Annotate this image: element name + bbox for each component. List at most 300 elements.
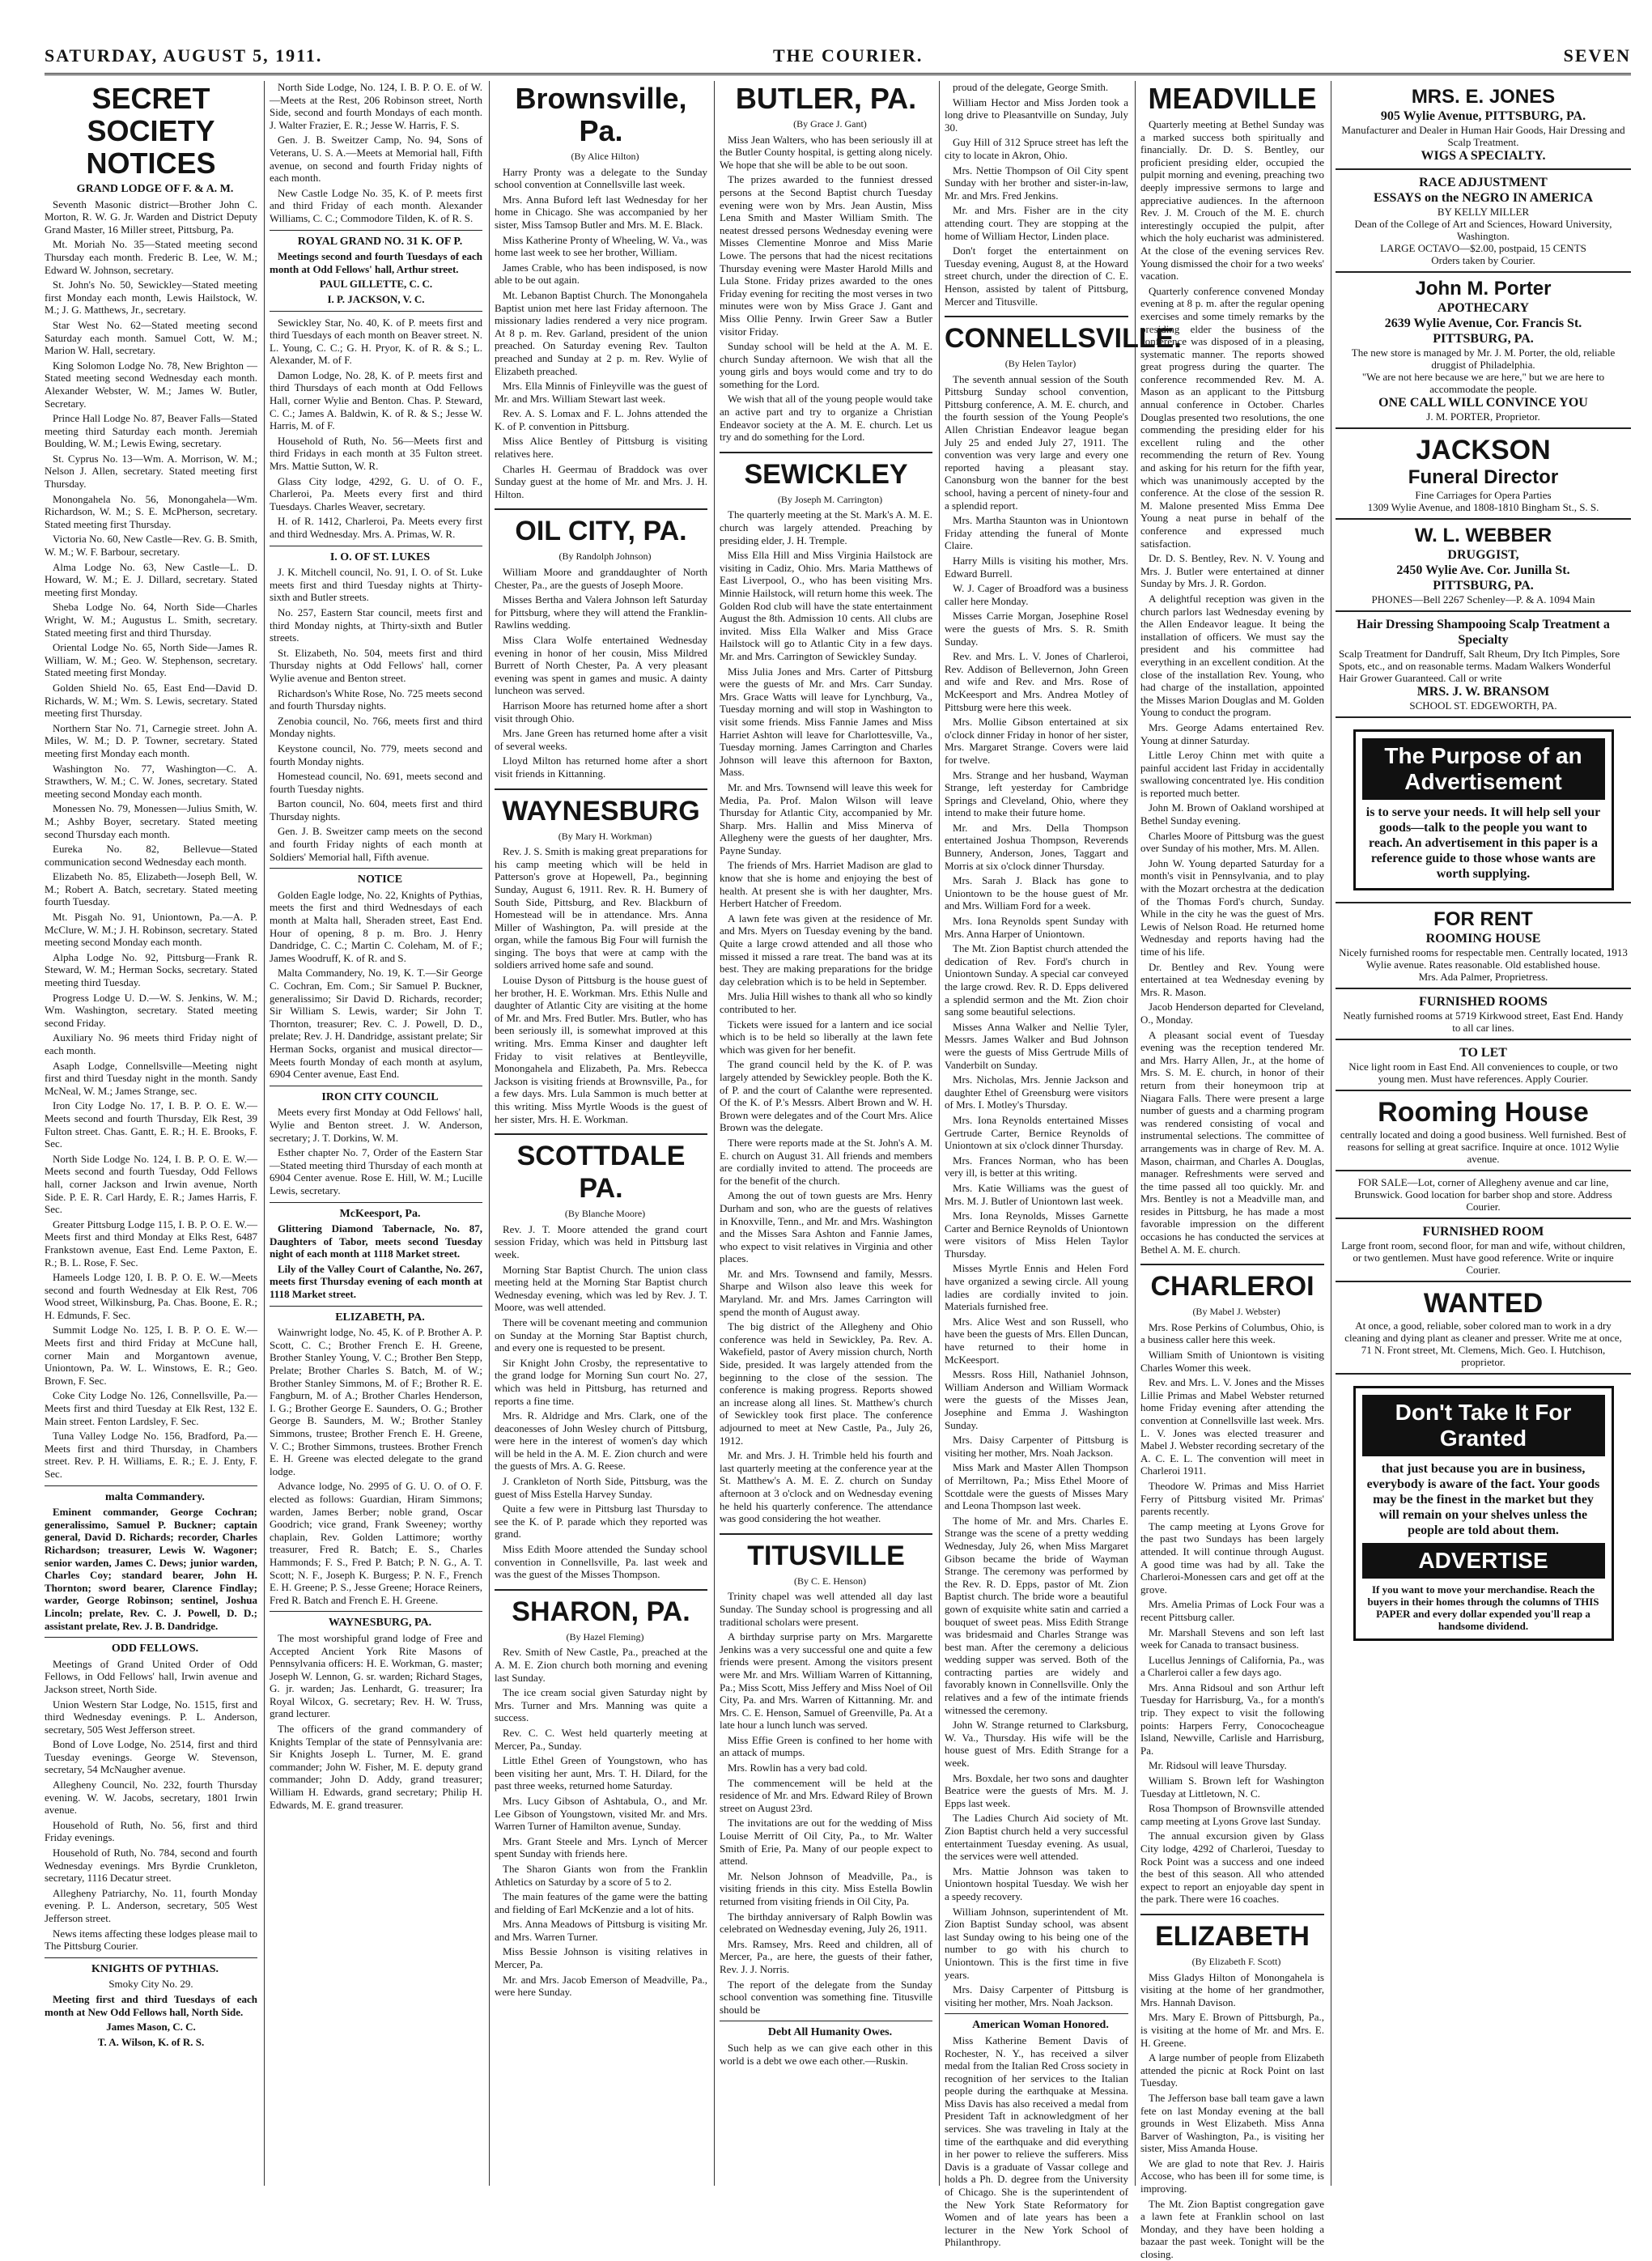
ad-furnished-room	[1336, 1219, 1631, 1282]
ad-title: Don't Take It For Granted	[1362, 1395, 1605, 1456]
subheading: McKeesport, Pa.	[339, 1207, 421, 1220]
notice-paragraph: Zenobia council, No. 766, meets first and third Monday nights.	[270, 714, 482, 740]
news-paragraph: The prizes awarded to the funniest dressed persons at the Second Baptist church Tuesday evening were won by Mrs. Jean Austin, Miss Lena Smith and Master William Smith. The neatest dressed persons Wednesday evening were Misses Clementine Monroe and Miss Marie Lowe. The persons that had the nicest recitations Thursday evening were Master Harold Mills and Lula Stone. Friday prizes awarded to the ones Friday evening for reciting the most verses in two minutes were won by Miss Grace J. Gant and Miss Ollie Penny. Irwin Greer Saw a Butler visitor Friday.	[720, 173, 932, 338]
divider	[270, 311, 482, 312]
ad-box	[1353, 729, 1614, 890]
notice-paragraph: Progress Lodge U. D.—W. S. Jenkins, W. M.; Wm. Washington, secretary. Stated meeting second Friday.	[45, 991, 257, 1029]
notice-paragraph: Glittering Diamond Tabernacle, No. 87, Daughters of Tabor, meets second Tuesday night of each month at 1118 Market street.	[270, 1222, 482, 1260]
subheading: ROYAL GRAND NO. 31 K. OF P.	[297, 235, 463, 248]
news-paragraph: Mr. Nelson Johnson of Meadville, Pa., is visiting friends in this city. Miss Estella Bowlin returned from visiting friends in Oil City, Pa.	[720, 1869, 932, 1907]
notice-paragraph: Victoria No. 60, New Castle—Rev. G. B. Smith, W. M.; W. F. Barbour, secretary.	[45, 533, 257, 559]
notice-paragraph: Gen. J. B. Sweitzer camp meets on the second and fourth Friday nights of each month at Soldiers' Memorial hall, Fifth avenue.	[270, 825, 482, 863]
subheading: IRON CITY COUNCIL	[321, 1090, 439, 1103]
news-paragraph: Quite a few were in Pittsburg last Thursday to see the K. of P. parade which they reported was grand.	[495, 1502, 707, 1541]
news-paragraph: Lucellus Jennings of California, Pa., was a Charleroi caller a few days ago.	[1140, 1653, 1324, 1679]
news-paragraph: William Johnson, superintendent of Mt. Zion Baptist Sunday school, was absent last Sunday owing to his being one of the number to go with his church to Uniontown. This is the first time in five years.	[945, 1905, 1128, 1981]
ad-text: If you want to move your merchandise. Reach the buyers in their homes through the columns of THIS PAPER and every dollar expended you'll reap a handsome dividend.	[1367, 1583, 1599, 1632]
news-paragraph: A birthday surprise party on Mrs. Margarette Jenkins was a very successful one and quite a few friends were present. Among the visitors present were Mr. and Mrs. William Warren of Kittanning, Pa.; Miss Scott, Miss Jeffery and Miss Noel of Oil City, Pa. and Mrs. Warren of Kittanning. Mr. and Mrs. C. E. Henson, Samuel of Greenville, Pa. At a late hour a lunch lunch was served.	[720, 1630, 932, 1732]
notice-paragraph: No. 257, Eastern Star council, meets first and third Monday nights, at Thirty-sixth and Butler streets.	[270, 606, 482, 644]
ad-title: The Purpose of an Advertisement	[1362, 738, 1605, 800]
divider	[270, 868, 482, 869]
news-paragraph: Mrs. Nettie Thompson of Oil City spent Sunday with her brother and sister-in-law, Mr. and Mrs. Fred Jenkins.	[945, 164, 1128, 202]
notice-paragraph: Greater Pittsburg Lodge 115, I. B. P. O. E. W.—Meets first and third Monday at Elks Rest, 6487 Frankstown avenue, East End. Leme Paxton, E. R.; B. L. Rose, F. Sec.	[45, 1218, 257, 1269]
ad-webber-druggist	[1336, 520, 1631, 612]
ad-title: W. L. WEBBER	[1414, 525, 1552, 546]
ad-text: FOR SALE—Lot, corner of Allegheny avenue and car line, Brunswick. Good location for barber shop and store. Address Courier.	[1354, 1176, 1612, 1213]
notice-paragraph: Golden Eagle lodge, No. 22, Knights of Pythias, meets the first and third Wednesdays of each month at Malta hall, Sheraden street, East End. Hour of opening, 8 p. m. Bro. J. Henry Dandridge, C. C.; Martin C. Coleham, M. of F.; James Woodruff, K. of R. and S.	[270, 888, 482, 964]
notice-paragraph: Barton council, No. 604, meets first and third Thursday nights.	[270, 797, 482, 822]
news-paragraph: W. J. Cager of Broadford was a business caller here Monday.	[945, 582, 1128, 607]
news-paragraph: John W. Young departed Saturday for a month's visit in Pennsylvania, and to play with the Mozart orchestra at the dedication of the Thomas Ford's church, Sunday. While in the city he was the guest of Mrs. Lewis of Nelson Road. He returned home Wednesday and reports having had the time of his life.	[1140, 856, 1324, 958]
news-paragraph: Rosa Thompson of Brownsville attended camp meeting at Lyons Grove last Sunday.	[1140, 1802, 1324, 1827]
news-paragraph: Don't forget the entertainment on Tuesday evening, August 8, at the Howard street church, under the direction of C. E. Henson, assisted by talent of Pittsburg, Mercer and Titusville.	[945, 244, 1128, 308]
byline: (By Helen Taylor)	[1004, 358, 1077, 370]
ad-text: is to serve your needs. It will help sell your goods—talk to the people you want to reach. An advertisement in this paper is a reference guide to those whose wants are worth supplying.	[1365, 805, 1601, 881]
news-paragraph: Miss Ella Hill and Miss Virginia Hailstock are visiting in Cadiz, Ohio. Mrs. Maria Matthews of East Liverpool, O., who has been visiting Mrs. Minnie Hailstock, will return home this week. The Golden Rod club will have the state entertainment August the 8th. Admission 10 cents. All clubs are invited. Miss Ella Walker and Miss Grace Hailstock will go to Atlantic City in a few days. Mr. and Mrs. Carrington of Sewickley Sunday.	[720, 549, 932, 662]
news-paragraph: Miss Edith Moore attended the Sunday school convention in Connellsville, Pa. last week and was the guest of the Misses Thompson.	[495, 1543, 707, 1581]
notice-paragraph: Keystone council, No. 779, meets second and fourth Monday nights.	[270, 742, 482, 767]
ad-subtitle: ESSAYS on the NEGRO IN AMERICA	[1373, 191, 1594, 205]
news-paragraph: John M. Brown of Oakland worshiped at Bethel Sunday evening.	[1140, 801, 1324, 827]
ad-hair-dressing	[1336, 612, 1631, 718]
notice-paragraph: Damon Lodge, No. 28, K. of P. meets first and third Thursdays of each month at Odd Fellows Hall, corner Wylie and Benton. Chas. P. Steward, C. C.; James A. Baldwin, K. of R. & S.; Jesse W. Harris, M. of F.	[270, 368, 482, 432]
news-paragraph: Little Ethel Green of Youngstown, who has been visiting her aunt, Mrs. T. H. Dilard, for the past three weeks, returned home Saturday.	[495, 1754, 707, 1792]
notice-paragraph: Eminent commander, George Cochran; generalissimo, Samuel P. Buckner; captain general, David D. Richards; recorder, Charles Richardson; treasurer, Lewis W. Wagoner; senior warden, James C. Dews; junior warden, Charles Coy; standard bearer, John H. Thornton; sword bearer, Clarence Findlay; warder, George Robinson; sentinel, Joshua Lincoln; prelate, Rev. C. J. Powell, D. D.; assistant prelate, Rev. J. B. Dandridge.	[45, 1506, 257, 1632]
news-paragraph: Mrs. Iona Reynolds spent Sunday with Mrs. Anna Harper of Uniontown.	[945, 915, 1128, 940]
section-heading-sewickley: SEWICKLEY	[720, 452, 932, 491]
notice-paragraph: Bond of Love Lodge, No. 2514, first and third Tuesday evenings. George W. Stevenson, secretary, 54 McNaugher avenue.	[45, 1738, 257, 1776]
column-connellsville	[945, 81, 1182, 2249]
news-paragraph: Charles Moore of Pittsburg was the guest over Sunday of his mother, Mrs. M. Allen.	[1140, 829, 1324, 855]
notice-signature: James Mason, C. C.	[106, 2021, 196, 2034]
news-paragraph: Mrs. Anna Buford left last Wednesday for her home in Chicago. She was accompanied by her sister, Miss Tamsop Butler and Mrs. M. E. Black.	[495, 193, 707, 231]
ad-subtitle: ROOMING HOUSE	[1425, 932, 1541, 946]
news-paragraph: The Sharon Giants won from the Franklin Athletics on Saturday by a score of 5 to 2.	[495, 1862, 707, 1888]
news-paragraph: Theodore W. Primas and Miss Harriet Ferry of Pittsburg visited Mr. Primas' parents recently.	[1140, 1479, 1324, 1518]
news-paragraph: Mrs. Martha Staunton was in Uniontown Friday attending the funeral of Monte Claire.	[945, 514, 1128, 552]
notice-paragraph: Meetings of Grand United Order of Odd Fellows, in Odd Fellows' hall, Irwin avenue and Jackson street, North Side.	[45, 1657, 257, 1695]
notice-paragraph: Richardson's White Rose, No. 725 meets second and fourth Thursday nights.	[270, 686, 482, 712]
notice-paragraph: H. of R. 1412, Charleroi, Pa. Meets every first and third Wednesday. Mrs. A. Primas, W. R.	[270, 515, 482, 540]
notice-paragraph: News items affecting these lodges please mail to The Pittsburg Courier.	[45, 1927, 257, 1953]
news-paragraph: William Hector and Miss Jorden took a long drive to Pleasantville on Sunday, July 30.	[945, 96, 1128, 134]
ad-furnished-rooms	[1336, 989, 1631, 1040]
news-paragraph: Mrs. Daisy Carpenter of Pittsburg is visiting her mother, Mrs. Noah Jackson.	[945, 1434, 1128, 1459]
news-paragraph: The camp meeting at Lyons Grove for the past two Sundays has been largely attended. It will continue through August. A good time was had by all. Take the Charleroi-Monessen cars and get off at the grove.	[1140, 1519, 1324, 1596]
ad-text: Nice light room in East End. All conveniences to couple, or two young men. Must have references. Apply Courier.	[1348, 1060, 1618, 1085]
notice-paragraph: St. John's No. 50, Sewickley—Stated meeting first Monday each month, Lewis Hailstock, W. M.; J. G. Matthews, Jr., secretary.	[45, 278, 257, 317]
news-paragraph: Messrs. Ross Hill, Nathaniel Johnson, William Anderson and William Wormack were the guests of the Misses Jean, Josephine and Emma J. Washington Sunday.	[945, 1368, 1128, 1431]
news-paragraph: Miss Julia Jones and Mrs. Carter of Pittsburg were the guests of Mr. and Mrs. Carr Sunday. Mrs. Grace Watts will leave for Lynchburg, Va., Tuesday morning and will stop in Washington to visit some friends. Miss Fannie James and Miss Harriet Ashton will leave for Charlottesville, Va., Tuesday morning. James Carrington and Charles Johnson will leave this afternoon for Baxton, Mass.	[720, 665, 932, 779]
divider	[45, 1637, 257, 1638]
column-brownsville	[495, 81, 715, 2186]
news-paragraph: Rev. C. C. West held quarterly meeting at Mercer, Pa., Sunday.	[495, 1726, 707, 1752]
ad-wanted	[1336, 1282, 1631, 1375]
ad-john-porter	[1336, 273, 1631, 429]
ad-box	[1353, 1386, 1614, 1641]
notice-signature: PAUL GILLETTE, C. C.	[319, 278, 433, 291]
news-paragraph: Rev. A. S. Lomax and F. L. Johns attended the K. of P. convention in Pittsburg.	[495, 407, 707, 432]
news-paragraph: The Mt. Zion Baptist church attended the dedication of Rev. Ford's church in Uniontown Sunday. A special car conveyed the large crowd. Rev. R. D. Epps delivered a splendid sermon and the Mt. Zion choir sang some beautiful selections.	[945, 942, 1128, 1018]
section-heading-brownsville: Brownsville, Pa.	[515, 82, 687, 147]
ad-title: FURNISHED ROOMS	[1419, 995, 1548, 1009]
ad-title: TO LET	[1459, 1046, 1507, 1060]
byline: (By Joseph M. Carrington)	[777, 493, 883, 505]
notice-paragraph: Monongahela No. 56, Monongahela—Wm. Richardson, W. M.; S. E. McPherson, secretary. Stated meeting first Thursday.	[45, 492, 257, 530]
ad-subtitle: DRUGGIST,	[1447, 548, 1519, 562]
subheading: ODD FELLOWS.	[111, 1643, 199, 1655]
news-paragraph: The home of Mr. and Mrs. Charles E. Strange was the scene of a pretty wedding Wednesday, July 26, when Miss Margaret Gibson became the bride of Wayman Strange. The ceremony was performed by the Rev. R. D. Epps, pastor of Mt. Zion Baptist church. The bride wore a beautiful gown of exquisite white satin and carried a bouquet of sweet peas. Miss Edith Strange was bridesmaid and Charles Strange was best man. After the ceremony a delicious wedding supper was served. Both of the contracting parties are widely and favorably known in Connellsville. Only the relatives and a few of the intimate friends witnessed the ceremony.	[945, 1514, 1128, 1716]
notice-signature: T. A. Wilson, K. of R. S.	[97, 2035, 205, 2048]
news-paragraph: Mrs. Nicholas, Mrs. Jennie Jackson and daughter Ethel of Greensburg were visitors of Mrs. I. Motley's Thursday.	[945, 1073, 1128, 1111]
subheading: American Woman Honored.	[972, 2019, 1109, 2032]
ad-text: BY KELLY MILLER	[1437, 206, 1530, 218]
news-paragraph: There were reports made at the St. John's A. M. E. church on August 31. All friends and members are cordially invited to attend. The proceeds are for the benefit of the church.	[720, 1136, 932, 1187]
news-paragraph: Louise Dyson of Pittsburg is the house guest of her brother, H. E. Workman. Mrs. Ethis Nulle and daughter of Atlantic City are visiting at the home of Mr. and Mrs. Fred Butler. Mrs. Butler, who has been seriously ill, is somewhat improved at this writing. Mrs. Emma Kinser and daughter left Friday to visit relatives at Bentleyville, Monongahela and Elizabeth, Pa. Mrs. Rebecca Jackson is visiting friends at Brownsville, Pa., for a few days. Mrs. Lula Sammon is much better at this writing. Miss Myrtle Woods is the guest of her sister, Mrs. H. E. Workman.	[495, 974, 707, 1125]
notice-paragraph: Malta Commandery, No. 19, K. T.—Sir George C. Cochran, Em. Com.; Sir Samuel P. Buckner, generalissimo; Sir David D. Richards, recorder; Sir William S. Lewis, warder; Sir John T. Thornton, treasurer; Rev. C. J. Powell, D. D., prelate; Rev. J. H. Dandridge, assistant prelate; Sir Herman Socks, organist and musical director—Meets fourth Monday of each month at asylum, 6904 Center avenue, East End.	[270, 967, 482, 1081]
news-paragraph: Mrs. Iona Reynolds, Misses Garnette Carter and Bernice Reynolds of Uniontown were visitors of Miss Helen Taylor Thursday.	[945, 1209, 1128, 1260]
news-paragraph: Miss Jean Walters, who has been seriously ill at the Butler County hospital, is getting along nicely. We hope that she will be able to be out soon.	[720, 133, 932, 171]
notice-paragraph: Oriental Lodge No. 65, North Side—James R. William, W. M.; Geo. W. Stephenson, secretary. Stated meeting first Monday.	[45, 641, 257, 679]
notice-signature: I. P. JACKSON, V. C.	[327, 292, 425, 305]
divider	[270, 1306, 482, 1307]
news-paragraph: Such help as we can give each other in this world is a debt we owe each other.—Ruskin.	[720, 2041, 932, 2067]
ad-text: MRS. J. W. BRANSOM	[1416, 685, 1550, 699]
subheading: ELIZABETH, PA.	[335, 1311, 425, 1324]
notice-paragraph: Northern Star No. 71, Carnegie street. John A. Miles, W. M.; D. P. Towner, secretary. Stated meeting first Monday each month.	[45, 721, 257, 759]
news-paragraph: Miss Katherine Bement Davis of Rochester, N. Y., has received a silver medal from the Italian Red Cross society in recognition of her services to the Italian people during the earthquake at Messina. Miss Davis has also received a medal from President Taft in acknowledgment of her services. She was traveling in Italy at the time of the earthquake and did everything in her power to relieve the sufferers. Miss Davis is a graduate of Vassar college and holds a Ph. D. degree from the University of Chicago. She is the superintendent of the New York State Reformatory for Women and of late years has been a lecturer in the New York School of Philanthropy.	[945, 2034, 1128, 2249]
ad-race-adjustment	[1336, 170, 1631, 273]
ad-text: centrally located and doing a good business. Well furnished. Best of reasons for selling at great sacrifice. Inquire at once. 1012 Wylie avenue.	[1340, 1128, 1627, 1165]
news-paragraph: Mrs. Boxdale, her two sons and daughter Beatrice were the guests of Mrs. M. J. Epps last week.	[945, 1771, 1128, 1809]
ad-for-sale	[1336, 1171, 1631, 1219]
news-paragraph: Among the out of town guests are Mrs. Henry Durham and son, who are the guests of relatives in Knoxville, Tenn., and Mr. and Mrs. Washington and the Misses Sara Ashton and Fannie James, who expect to visit relatives in Virginia and other places.	[720, 1189, 932, 1265]
ad-title: Rooming House	[1378, 1097, 1589, 1128]
ad-text: Large front room, second floor, for man and wife, without children, or two gentlemen. Must have good reference. Write or inquire Courier.	[1341, 1239, 1625, 1276]
notice-paragraph: Gen. J. B. Sweitzer Camp, No. 94, Sons of Veterans, U. S. A.—Meets at Memorial hall, Fifth avenue, on second and fourth Friday nights of each month.	[270, 134, 482, 185]
news-paragraph: Miss Alice Bentley of Pittsburg is visiting relatives here.	[495, 435, 707, 461]
news-paragraph: The ice cream social given Saturday night by Mrs. Turner and Mrs. Manning was quite a success.	[495, 1686, 707, 1724]
notice-paragraph: J. K. Mitchell council, No. 91, I. O. of St. Luke meets first and third Tuesday nights at Thirty-sixth and Butler streets.	[270, 566, 482, 604]
news-paragraph: Mr. and Mrs. Jacob Emerson of Meadville, Pa., were here Sunday.	[495, 1973, 707, 1999]
news-paragraph: Mrs. Mary E. Brown of Pittsburgh, Pa., is visiting at the home of Mr. and Mrs. E. H. Greene.	[1140, 2011, 1324, 2049]
section-heading-meadville: MEADVILLE	[1148, 82, 1317, 115]
notice-paragraph: King Solomon Lodge No. 78, New Brighton — Stated meeting second Wednesday each month. Alexander Webster, W. M.; James W. Butler, Secretary.	[45, 359, 257, 410]
notice-paragraph: North Side Lodge, No. 124, I. B. P. O. E. of W.—Meets at the Rest, 206 Robinson street, North Side, second and fourth Mondays of each month. J. Walter Frazier, E. R.; Jesse W. Harris, F. S.	[270, 81, 482, 131]
news-paragraph: Dr. Bentley and Rev. Young were entertained at tea Wednesday evening by Mrs. R. Mason.	[1140, 960, 1324, 998]
news-paragraph: The commencement will be held at the residence of Mr. and Mrs. Edward Riley of Brown street on August 23rd.	[720, 1776, 932, 1814]
news-paragraph: Mrs. Rose Perkins of Columbus, Ohio, is a business caller here this week.	[1140, 1320, 1324, 1346]
notice-paragraph: Washington No. 77, Washington—C. A. Strawthers, W. M.; C. W. Jones, secretary. Stated meeting second Monday each month.	[45, 762, 257, 800]
news-paragraph: James Crable, who has been indisposed, is now able to be out again.	[495, 261, 707, 287]
divider	[45, 1485, 257, 1486]
notice-paragraph: Union Western Star Lodge, No. 1515, first and third Wednesday evenings. P. L. Anderson, secretary, 505 West Jefferson street.	[45, 1698, 257, 1736]
byline: (By Mary H. Workman)	[558, 830, 652, 842]
notice-paragraph: Eureka No. 82, Bellevue—Stated communication second Wednesday each month.	[45, 843, 257, 868]
ad-text: Nicely furnished rooms for respectable men. Centrally located, 1913 Wylie avenue. Rates reasonable. Old established house.	[1339, 946, 1628, 971]
news-paragraph: Mrs. Mattie Johnson was taken to Uniontown hospital Tuesday. We wish her a speedy recovery.	[945, 1864, 1128, 1902]
news-paragraph: Mrs. Iona Reynolds entertained Misses Gertrude Carter, Bernice Reynolds of Uniontown at six o'clock dinner Thursday.	[945, 1113, 1128, 1152]
section-heading-oil-city: OIL CITY, PA.	[495, 508, 707, 547]
news-paragraph: Little Leroy Chinn met with quite a painful accident last Friday in accidentally swallowing concentrated lye. His condition is reported much better.	[1140, 749, 1324, 799]
ad-text: 1309 Wylie Avenue, and 1808-1810 Bingham St., S. S.	[1367, 501, 1599, 513]
news-paragraph: Mrs. Mollie Gibson entertained at six o'clock dinner Friday in honor of her sister, Mrs. Margaret Strange. Covers were laid for twelve.	[945, 716, 1128, 766]
notice-paragraph: Coke City Lodge No. 126, Connellsville, Pa.—Meets first and third Tuesday at Elk Rest, 132 E. Main street. Fenton Lardsley, F. Sec.	[45, 1389, 257, 1427]
notice-paragraph: Alpha Lodge No. 92, Pittsburg—Frank R. Steward, W. M.; Herman Socks, secretary. Stated meeting third Tuesday.	[45, 950, 257, 989]
ad-text: At once, a good, reliable, sober colored man to work in a dry cleaning and dying plant as cleaner and presser. Write me at once, 71 N. Front street, Mt. Clemens, Mich. Geo. I. Hutchison, proprietor.	[1344, 1320, 1622, 1368]
column-lodge-notices	[270, 81, 490, 2186]
notice-paragraph: Household of Ruth, No. 784, second and fourth Wednesday evenings. Mrs Byrdie Crunkleton, secretary, 1116 Decatur street.	[45, 1847, 257, 1885]
byline: (By C. E. Henson)	[794, 1575, 866, 1587]
news-paragraph: A delightful reception was given in the church parlors last Wednesday evening by the Allen Endeavor league. It being the installation of officers. We must say the president and his committee had everything in an excellent condition. At the close of the installation Rev. Young, who had charge of the installation, appointed the Misses Marion Douglas and M. Golden Young to conduct the program.	[1140, 592, 1324, 719]
notice-paragraph: Hameels Lodge 120, I. B. P. O. E. W.—Meets second and fourth Wednesday at Elk Rest, 706 Wood street, Wilkinsburg, Pa. Chas. Boone, E. R.; H. Edmunds, F. Sec.	[45, 1271, 257, 1321]
news-paragraph: Mrs. Strange and her husband, Wayman Strange, left yesterday for Cambridge Springs and Cleveland, Ohio, where they intend to make their future home.	[945, 768, 1128, 819]
notice-paragraph: Advance lodge, No. 2995 of G. U. O. of O. F. elected as follows: Guardian, Hiram Simmons; warden, James Berber; noble grand, Oscar Goodrich; vice grand, Frank Sweeney; worthy chaplain, Rev. Golden Lattimore; worthy treasurer, Fred R. Batch; E. S., Charles Hammonds; F. S., Fred P. Batch; P. N. G., A. T. Scott; N. F., Joseph K. Burgess; P. N. F., French E. H. Greene; P. S., Jesse Greene; Horace Reiners, Fred R. Batch and French E. H. Greene.	[270, 1480, 482, 1606]
news-paragraph: Misses Bertha and Valera Johnson left Saturday for Pittsburg, where they will attend the Franklin-Rawlins wedding.	[495, 593, 707, 631]
ad-text: Manufacturer and Dealer in Human Hair Goods, Hair Dressing and Scalp Treatment.	[1341, 124, 1625, 148]
ad-text: LARGE OCTAVO—$2.00, postpaid, 15 CENTS	[1380, 242, 1586, 254]
notice-paragraph: St. Cyprus No. 13—Wm. A. Morrison, W. M.; Nelson J. Allen, secretary. Stated meeting first Thursday.	[45, 452, 257, 491]
section-heading-secret-society: SECRET SOCIETY NOTICES	[86, 82, 216, 180]
notice-paragraph: Elizabeth No. 85, Elizabeth—Joseph Bell, W. M.; Robert A. Batch, secretary. Stated meeting fourth Tuesday.	[45, 870, 257, 908]
column-secret-society	[45, 81, 265, 2186]
news-paragraph: Harry Mills is visiting his mother, Mrs. Edward Burrell.	[945, 555, 1128, 580]
news-paragraph: The seventh annual session of the South Pittsburg Sunday school convention, Pittsburg conference, A. M. E. church, and the fourth session of the Young People's Allen Christian Endeavor league began July 25 and ended July 27, 1911. The convention was very large and every one reported having a pleasant stay. Canonsburg won the banner for the best school, having a percent of ninety-four and a splendid report.	[945, 372, 1128, 512]
notice-paragraph: Asaph Lodge, Connellsville—Meeting night first and third Tuesday night in the month. Sandy McNeal, W. M.; James Strange, sec.	[45, 1059, 257, 1097]
byline: (By Blanche Moore)	[564, 1208, 646, 1220]
news-paragraph: Mrs. Daisy Carpenter of Pittsburg is visiting her mother, Mrs. Noah Jackson.	[945, 1983, 1128, 2008]
news-paragraph: Mr. Ridsoul will leave Thursday.	[1149, 1759, 1287, 1772]
byline: (By Alice Hilton)	[571, 151, 639, 162]
news-paragraph: The quarterly meeting at the St. Mark's A. M. E. church was largely attended. Preaching by presiding elder, J. H. Tremple.	[720, 508, 932, 546]
ad-text: WIGS A SPECIALTY.	[1421, 149, 1546, 163]
byline: (By Grace J. Gant)	[793, 118, 867, 130]
section-heading-connellsville: CONNELLSVILLE.	[945, 316, 1128, 355]
notice-paragraph: Sheba Lodge No. 64, North Side—Charles Wright, W. M.; Augustus L. Smith, secretary. Stated meeting first and third Thursday.	[45, 601, 257, 639]
notice-paragraph: Lily of the Valley Court of Calanthe, No. 267, meets first Thursday evening of each month at 1118 Market street.	[270, 1262, 482, 1301]
news-paragraph: Mrs. Jane Green has returned home after a visit of several weeks.	[495, 727, 707, 752]
section-heading-elizabeth: ELIZABETH	[1140, 1914, 1324, 1953]
news-paragraph: Mrs. Julia Hill wishes to thank all who so kindly contributed to her.	[720, 990, 932, 1015]
ad-subtitle: APOTHECARY	[1437, 301, 1530, 315]
news-paragraph: Charles H. Geermau of Braddock was over Sunday guest at the home of Mr. and Mrs. J. H. Hilton.	[495, 462, 707, 500]
ad-address: SCHOOL ST. EDGEWORTH, PA.	[1409, 699, 1557, 712]
divider	[45, 1957, 257, 1958]
news-paragraph: Misses Myrtle Ennis and Helen Ford have organized a sewing circle. All young ladies are cordially invited to join. Materials furnished free.	[945, 1262, 1128, 1313]
news-paragraph: Mrs. Amelia Primas of Lock Four was a recent Pittsburg caller.	[1140, 1598, 1324, 1623]
ad-title: FURNISHED ROOM	[1422, 1225, 1544, 1239]
news-paragraph: Mrs. Lucy Gibson of Ashtabula, O., and Mr. Lee Gibson of Youngstown, visited Mr. and Mrs. Warren Turner of Hamilton avenue, Sunday.	[495, 1794, 707, 1833]
section-heading-charleroi: CHARLEROI	[1140, 1264, 1324, 1303]
column-meadville	[1140, 81, 1331, 2261]
notice-paragraph: Allegheny Council, No. 232, fourth Thursday evening. W. W. Jacobs, secretary, 1801 Irwin avenue.	[45, 1779, 257, 1817]
masthead	[45, 40, 1631, 75]
news-paragraph: Mrs. Anna Ridsoul and son Arthur left Tuesday for Harrisburg, Va., for a month's trip. They expect to visit the following points: Harpers Ferry, Conococheague Island, Newville, Carlisle and Harrisburg, Pa.	[1140, 1681, 1324, 1757]
news-paragraph: Miss Clara Wolfe entertained Wednesday evening in honor of her cousin, Miss Mildred Burrett of North Chester, Pa. A very pleasant evening was spent in games and music. A dainty luncheon was served.	[495, 634, 707, 697]
notice-paragraph: Smoky City No. 29.	[108, 1978, 193, 1991]
notice-paragraph: Sewickley Star, No. 40, K. of P. meets first and third Tuesdays of each month on Beaver street. N. L. Young, C. C.; G. H. Pryor, K. of R. & S.; L. Alexander, M. of F.	[270, 316, 482, 367]
notice-paragraph: Glass City lodge, 4292, G. U. of O. F., Charleroi, Pa. Meets every first and third Tuesdays. Charles Weaver, secretary.	[270, 474, 482, 512]
news-paragraph: The friends of Mrs. Harriet Madison are glad to know that she is home and enjoying the best of health. At present she is with her daughter, Mrs. Herbert Hatcher of Freedom.	[720, 859, 932, 910]
news-paragraph: Mr. and Mrs. Fisher are in the city attending court. They are stopping at the home of William Hector, Linden place.	[945, 204, 1128, 242]
news-paragraph: Mr. and Mrs. Townsend will leave this week for Media, Pa. Prof. Malon Wilson will leave Thursday for Atlantic City, accompanied by Mr. Sharp. Mrs. Hallin and Miss Minerva of Allegheny were the guests of her daughter, Mrs. Payne Sunday.	[720, 780, 932, 856]
ad-text: Scalp Treatment for Dandruff, Salt Rheum, Dry Itch Pimples, Sore Spots, etc., and on reasonable terms. Madam Walkers Wonderful Hair Grower Guaranteed. Call or write	[1339, 648, 1620, 684]
news-paragraph: Rev. J. S. Smith is making great preparations for his camp meeting which will be held in Patterson's grove at Hopewell, Pa., beginning Sunday, August 6, 1911. Rev. R. H. Bumery of South Side, Pittsburg, and Rev. Blackburn of Homestead will be in attendance. Mrs. Anna Miller of Washington, Pa. will preside at the organ, while the famous Big Four will furnish the singing. The boys that were at camp with the soldiers arrived home safe and sound.	[495, 845, 707, 971]
ad-title: Hair Dressing Shampooing Scalp Treatment a Specialty	[1357, 618, 1610, 647]
notice-paragraph: Monessen No. 79, Monessen—Julius Smith, W. M.; Ashby Boyer, secretary. Stated meeting second Thursday each month.	[45, 802, 257, 840]
ad-address: 2639 Wylie Avenue, Cor. Francis St.	[1384, 317, 1582, 330]
section-heading-scottdale: SCOTTDALE PA.	[495, 1133, 707, 1205]
page-number: SEVEN	[1563, 45, 1631, 66]
notice-paragraph: Meets every first Monday at Odd Fellows' hall, Wylie and Benton street. J. W. Anderson, secretary; J. T. Dorkins, W. M.	[270, 1106, 482, 1144]
notice-paragraph: Homestead council, No. 691, meets second and fourth Tuesday nights.	[270, 770, 482, 795]
ad-title: MRS. E. JONES	[1411, 86, 1556, 108]
subheading: I. O. OF ST. LUKES	[329, 550, 431, 563]
notice-paragraph: Iron City Lodge No. 17, I. B. P. O. E. W.—Meets second and fourth Thursday, Elk Rest, 39 Fulton street. Chas. Gantt, E. R.; H. E. Brooks, F. Sec.	[45, 1099, 257, 1150]
ad-text: "We are not here because we are here," but we are here to accommodate the people.	[1361, 371, 1605, 395]
news-paragraph: The Jefferson base ball team gave a lawn fete on last Monday evening at the ball grounds in West Elizabeth. Miss Anna Barver of Washington, Pa., is visiting her sister, Miss Amanda House.	[1140, 2091, 1324, 2155]
news-paragraph: Morning Star Baptist Church. The union class meeting held at the Morning Star Baptist church Wednesday evening, which was led by Rev. J. T. Moore, was well attended.	[495, 1263, 707, 1314]
ad-text: ONE CALL WILL CONVINCE YOU	[1378, 396, 1588, 410]
column-butler	[720, 81, 940, 2186]
ad-text: Dean of the College of Art and Sciences, Howard University, Washington.	[1354, 218, 1612, 242]
news-paragraph: Tickets were issued for a lantern and ice social which is to be held so liberally at the lawn fete which was given for her benefit.	[720, 1018, 932, 1056]
news-paragraph: William Moore and granddaughter of North Chester, Pa., are the guests of Joseph Moore.	[495, 566, 707, 591]
news-paragraph: proud of the delegate, George Smith.	[953, 81, 1109, 93]
news-paragraph: Mr. Marshall Stevens and son left last week for Canada to transact business.	[1140, 1626, 1324, 1651]
news-paragraph: Miss Gladys Hilton of Monongahela is visiting at the home of her grandmother, Mrs. Hannah Davison.	[1140, 1970, 1324, 2008]
news-paragraph: Mrs. Ramsey, Mrs. Reed and children, all of Mercer, Pa., are here, the guests of their father, Rev. J. J. Norris.	[720, 1937, 932, 1975]
notice-paragraph: Mt. Pisgah No. 91, Uniontown, Pa.—A. P. McClure, W. M.; J. H. Robinson, secretary. Stated meeting second Monday each month.	[45, 911, 257, 949]
news-paragraph: Mrs. Grant Steele and Mrs. Lynch of Mercer spent Sunday with friends here.	[495, 1834, 707, 1860]
news-paragraph: The main features of the game were the batting and fielding of Earl McKenzie and a lot of hits.	[495, 1890, 707, 1915]
paper-name: THE COURIER.	[773, 45, 924, 66]
notice-paragraph: New Castle Lodge No. 35, K. of P. meets first and third Friday of each month. Alexander Williams, C. C.; Commodore Tilden, K. of R. S.	[270, 186, 482, 224]
ad-rooming-house	[1336, 1091, 1631, 1171]
news-paragraph: Lloyd Milton has returned home after a short visit friends in Kittanning.	[495, 754, 707, 780]
news-paragraph: Mrs. Ella Minnis of Finleyville was the guest of Mr. and Mrs. William Stewart last week.	[495, 380, 707, 405]
notice-paragraph: Meetings second and fourth Tuesdays of each month at Odd Fellows' hall, Arthur street.	[270, 250, 482, 275]
news-paragraph: Sir Knight John Crosby, the representative to the grand lodge for Morning Sun court No. 27, which was held in Pittsburg, has returned and reports a fine time.	[495, 1356, 707, 1407]
ad-jackson-funeral	[1336, 429, 1631, 520]
news-paragraph: Harry Pronty was a delegate to the Sunday school convention at Connellsville last week.	[495, 165, 707, 191]
news-paragraph: J. Crankleton of North Side, Pittsburg, was the guest of Miss Estella Harvey Sunday.	[495, 1475, 707, 1500]
news-paragraph: A pleasant social event of Tuesday evening was the reception tendered Mr. and Mrs. Harry Allen, Jr., at the home of Mrs. S. M. E. church, in honor of their return from their honeymoon trip at Niagara Falls. There were present a large number of guests and a charming program was rendered consisting of vocal and instrumental selections. The committee of arrangements was in charge of Rev. M. A. Mason, chairman, and Charles A. Douglas, manager. Refreshments were served and the time passed all too quickly. Mr. and Mrs. Bentley is not a Meadville man, and resides in Pittsburg, he has made a most favorable impression on the different occasions he has conducted the services at Bethel A. M. E. church.	[1140, 1028, 1324, 1256]
section-heading-sharon: SHARON, PA.	[495, 1589, 707, 1628]
subheading: malta Commandery.	[105, 1490, 205, 1503]
ad-text: Orders taken by Courier.	[1431, 254, 1535, 266]
notice-paragraph: Tuna Valley Lodge No. 156, Bradford, Pa.—Meets first and third Thursday, in Chambers street. Rev. P. H. Williams, E. R.; E. J. Enty, F. Sec.	[45, 1430, 257, 1480]
notice-paragraph: Wainwright lodge, No. 45, K. of P. Brother A. P. Scott, C. C.; Brother French E. H. Greene, Brother Stanley Young, V. C.; Brother Ben Stepp, Prelate; Brother Charles S. Batch, M. of W.; Brother Stanley Simmons, M. of F.; Brother R. E. Fangburn, M. of A.; Brother Charles Henderson, I. G.; Brother George E. Saunders, O. G.; Brother George B. Saunders, M. W.; Brother Stanley Simmons, trustee; Brother French E. H. Greene, V. C.; Brother Simmons, trustees. Brother French E. H. Greene was elected delegate to the grand lodge.	[270, 1326, 482, 1477]
ad-to-let	[1336, 1040, 1631, 1091]
news-paragraph: The invitations are out for the wedding of Miss Louise Merritt of Oil City, Pa., to Mr. Walter Smith of Erie, Pa. Many of our people expect to attend.	[720, 1817, 932, 1868]
subheading: Debt All Humanity Owes.	[767, 2026, 893, 2039]
section-heading-waynesburg: WAYNESBURG	[495, 788, 707, 827]
byline: (By Mabel J. Webster)	[1192, 1306, 1280, 1318]
ad-mrs-jones	[1336, 81, 1631, 170]
ad-title: WANTED	[1423, 1288, 1544, 1319]
notice-paragraph: Auxiliary No. 96 meets third Friday night of each month.	[45, 1031, 257, 1056]
ad-address: PITTSBURG, PA.	[1433, 332, 1534, 346]
issue-date: SATURDAY, AUGUST 5, 1911.	[45, 45, 323, 66]
ad-dont-take-it-for-granted	[1336, 1375, 1631, 1652]
ad-address: 905 Wylie Avenue, PITTSBURG, PA.	[1380, 109, 1586, 123]
ad-text: that just because you are in business, everybody is aware of the fact. Your goods may be the finest in the market but they will remain on your shelves unless the people are told about them.	[1366, 1462, 1600, 1537]
notice-paragraph: St. Elizabeth, No. 504, meets first and third Thursday nights at Odd Fellows' hall, corner Wylie avenue and Benton street.	[270, 646, 482, 684]
notice-paragraph: Summit Lodge No. 125, I. B. P. O. E. W.—Meets first and third Friday at McCune hall, corner Main and Morgantown avenue, Uniontown, Pa. W. L. Winstows, E. R.; Geo. Brown, F. Sec.	[45, 1324, 257, 1387]
subheading: WAYNESBURG, PA.	[328, 1617, 432, 1630]
news-paragraph: Rev. J. T. Moore attended the grand court session Friday, which was held in Pittsburg last week.	[495, 1222, 707, 1260]
news-paragraph: Mt. Lebanon Baptist Church. The Monongahela Baptist union met here last Friday afternoon. The missionary ladies rendered a very nice program. At 8 p. m. Rev. Garland, president of the union preached. On Saturday evening Rev. Taulton preached and Sunday at 2 p. m. Rev. Wylie of Elizabeth preached.	[495, 288, 707, 377]
ad-title: RACE ADJUSTMENT	[1419, 176, 1548, 189]
ad-title: JACKSON	[1416, 435, 1551, 465]
news-paragraph: Rev. and Mrs. L. V. Jones of Charleroi, Rev. Addison of Bellevernon, John Green and wife and Rev. and Mrs. Rose of McKeesport and Mrs. Andrea Motley of Pittsburg were here this week.	[945, 650, 1128, 713]
news-paragraph: Misses Carrie Morgan, Josephine Rosel were the guests of Mrs. S. R. Smith Sunday.	[945, 610, 1128, 648]
news-paragraph: Sunday school will be held at the A. M. E. church Sunday afternoon. We wish that all the young girls and boys would come and try to do something for the Lord.	[720, 340, 932, 390]
notice-paragraph: The most worshipful grand lodge of Free and Accepted Ancient York Rite Masons of Pennsylvania officers: H. E. Workman, G. master; Joseph W. Lennon, G. sr. warden; Richard Stages, G. jr. warden; Jas. Lenhardt, G. treasurer; Ira Royal Wilcox, G. secretary; Rev. H. W. Truss, grand lecturer.	[270, 1631, 482, 1720]
notice-paragraph: Alma Lodge No. 63, New Castle—L. D. Howard, W. M.; E. J. Dillard, secretary. Stated meeting first Monday.	[45, 560, 257, 598]
byline: (By Randolph Johnson)	[558, 550, 652, 563]
ad-text: Mrs. Ada Palmer, Proprietress.	[1418, 971, 1548, 983]
news-paragraph: Mrs. George Adams entertained Rev. Young at dinner Saturday.	[1140, 720, 1324, 746]
divider	[945, 2013, 1128, 2014]
news-paragraph: We are glad to note that Rev. J. Hairis Accose, who has been ill for some time, is improving.	[1140, 2157, 1324, 2195]
ad-text: Fine Carriages for Opera Parties	[1415, 489, 1552, 501]
ad-title: John M. Porter	[1415, 278, 1552, 300]
ad-text: J. M. PORTER, Proprietor.	[1426, 410, 1540, 423]
notice-paragraph: Mt. Moriah No. 35—Stated meeting second Thursday each month. Frederic B. Lee, W. M.; Edward W. Johnson, secretary.	[45, 238, 257, 276]
divider	[270, 1611, 482, 1612]
news-paragraph: Mr. and Mrs. J. H. Trimble held his fourth and last quarterly meeting at the conference year at the St. Matthew's A. M. E. Z. church on Sunday afternoon at 3 o'clock and on Wednesday evening he held his quarterly conference. The attendance was good considering the hot weather.	[720, 1449, 932, 1525]
news-paragraph: The annual excursion given by Glass City lodge, 4292 of Charleroi, Tuesday to Rock Point was a success and one indeed the best of this season. All who attended expect to report an enjoyable day spent in the park. There were 16 coaches.	[1140, 1830, 1324, 1906]
news-paragraph: Mr. and Mrs. Townsend and family, Messrs. Sharpe and Wilson also leave this week for Maryland. Mr. and Mrs. James Carrington will spend the month of August away.	[720, 1267, 932, 1318]
news-paragraph: Quarterly conference convened Monday evening at 8 p. m. after the regular opening exercises and some timely remarks by the presiding elder the business of the conference was disposed of in a pleasing, systematic manner. The reports showed great progress during the quarter. The conference recommended Rev. M. A. Mason as an applicant to the Pittsburg annual conference in October. Charles Douglas presented two resolutions, the one commending the presiding elder for his excellent ruling and the other recommending the return of Rev. Young and asking for his return for the fifth year, which was unanimously accepted by the conference. At the close of the session R. M. Malone presented Miss Emma Dee Young a neat purse in behalf of the conference and expressed much satisfaction.	[1140, 284, 1324, 550]
news-paragraph: There will be covenant meeting and communion on Sunday at the Morning Star Baptist church, and every one is requested to be present.	[495, 1315, 707, 1354]
news-paragraph: Misses Anna Walker and Nellie Tyler, Messrs. James Walker and Bud Johnson were the guests of Miss Gertrude Mills of Vanderbilt on Sunday.	[945, 1020, 1128, 1071]
subheading: KNIGHTS OF PYTHIAS.	[91, 1962, 219, 1975]
news-paragraph: Mrs. Frances Norman, who has been very ill, is better at this writing.	[945, 1154, 1128, 1179]
news-paragraph: William Smith of Uniontown is visiting Charles Womer this week.	[1140, 1349, 1324, 1374]
news-paragraph: Mr. and Mrs. Della Thompson entertained Joshua Thompson, Reverends Bunnery, Anderson, Jones, Taggart and Morris at six o'clock dinner Thursday.	[945, 821, 1128, 872]
news-paragraph: The big district of the Allegheny and Ohio conference was held in Sewickley, Pa. Rev. A. Wakefield, pastor of Avery mission church, North Side, presided. It was largely attended from the beginning to the close of the session. The conference is making progress. Reports showed an increase along all lines. St. Matthew's church of Sewickley took first place. The conference adjourned to meet at New Castle, Pa., July 26, 1912.	[720, 1320, 932, 1447]
notice-paragraph: Meeting first and third Tuesdays of each month at New Odd Fellows hall, North Side.	[45, 1992, 257, 2018]
news-paragraph: Rev. and Mrs. L. V. Jones and the Misses Lillie Primas and Mabel Webster returned home Friday evening after attending the convention at Connellsville last week. Mrs. L. V. Jones was elected treasurer and Mabel J. Webster recording secretary of the A. C. E. L. The convention will meet in Charleroi 1911.	[1140, 1376, 1324, 1477]
news-paragraph: A lawn fete was given at the residence of Mr. and Mrs. Myers on Tuesday evening by the band. Quite a large crowd attended and all those who missed it missed a rare treat. The band was at its best. They are making preparations for the bridge day celebration which is to be held in September.	[720, 912, 932, 988]
news-paragraph: Mrs. Anna Meadows of Pittsburg is visiting Mr. and Mrs. Warren Turner.	[495, 1918, 707, 1943]
news-paragraph: Harrison Moore has returned home after a short visit through Ohio.	[495, 699, 707, 725]
section-heading-titusville: TITUSVILLE	[720, 1533, 932, 1572]
news-paragraph: Mrs. R. Aldridge and Mrs. Clark, one of the deaconesses of John Wesley church of Pittsburg, were here in the interest of women's day which will be held in the A. M. E. Zion church and were the guests of Mrs. A. G. Reese.	[495, 1409, 707, 1473]
notice-paragraph: The officers of the grand commandery of Knights Templar of the state of Pennsylvania are: Sir Knights Joseph L. Turner, M. E. grand commander; John W. Fisher, M. E. deputy grand commander; John D. Addy, grand treasurer; William H. Edwards, grand secretary; Philip H. Edwards, M. E. grand treasurer.	[270, 1723, 482, 1811]
byline: (By Elizabeth F. Scott)	[1191, 1955, 1281, 1967]
column-advertisements	[1336, 81, 1631, 2186]
news-paragraph: We wish that all of the young people would take an active part and try to organize a Christian Endeavor society at the A. M. E. church. Let us try and do something for the Lord.	[720, 393, 932, 444]
subheading: GRAND LODGE OF F. & A. M.	[76, 183, 234, 195]
news-paragraph: The report of the delegate from the Sunday school convention was something fine. Titusville should be	[720, 1978, 932, 2016]
byline: (By Hazel Fleming)	[566, 1630, 644, 1643]
news-paragraph: Mrs. Rowlin has a very bad cold.	[728, 1762, 868, 1774]
notice-paragraph: Golden Shield No. 65, East End—David D. Richards, W. M.; Wm. S. Lewis, secretary. Stated meeting first Thursday.	[45, 681, 257, 720]
news-paragraph: Mrs. Alice West and son Russell, who have been the guests of Mrs. Ellen Duncan, have returned to their home in McKeesport.	[945, 1315, 1128, 1366]
news-paragraph: Mrs. Sarah J. Black has gone to Uniontown to be the house guest of Mr. and Mrs. William Ford for a week.	[945, 874, 1128, 912]
news-paragraph: Trinity chapel was well attended all day last Sunday. The Sunday school is progressing and all traditional scholars were present.	[720, 1590, 932, 1628]
notice-paragraph: Seventh Masonic district—Brother John C. Morton, R. W. G. Jr. Warden and District Deputy Grand Master, 16 Miller street, Pittsburg, Pa.	[45, 198, 257, 236]
notice-paragraph: Household of Ruth, No. 56—Meets first and third Fridays in each month at 35 Fulton street. Mrs. Mattie Sutton, W. R.	[270, 434, 482, 473]
news-paragraph: Guy Hill of 312 Spruce street has left the city to locate in Akron, Ohio.	[945, 136, 1128, 161]
news-paragraph: The Ladies Church Aid society of Mt. Zion Baptist church held a very successful entertainment Tuesday evening. As usual, the services were well attended.	[945, 1812, 1128, 1863]
news-paragraph: Jacob Henderson departed for Cleveland, O., Monday.	[1140, 1001, 1324, 1026]
news-paragraph: Quarterly meeting at Bethel Sunday was a marked success both spiritually and financially. Dr. D. S. Bentley, our proficient presiding elder, occupied the pulpit morning and evening, preaching two deeply impressive sermons to large and appreciative audiences. In the afternoon Rev. J. M. Crouch of the M. E. church interestingly occupied the pulpit, after which the holy eucharist was administered. At the close of the evening services Rev. Young dismissed the choir for a two weeks' vacation.	[1140, 118, 1324, 283]
